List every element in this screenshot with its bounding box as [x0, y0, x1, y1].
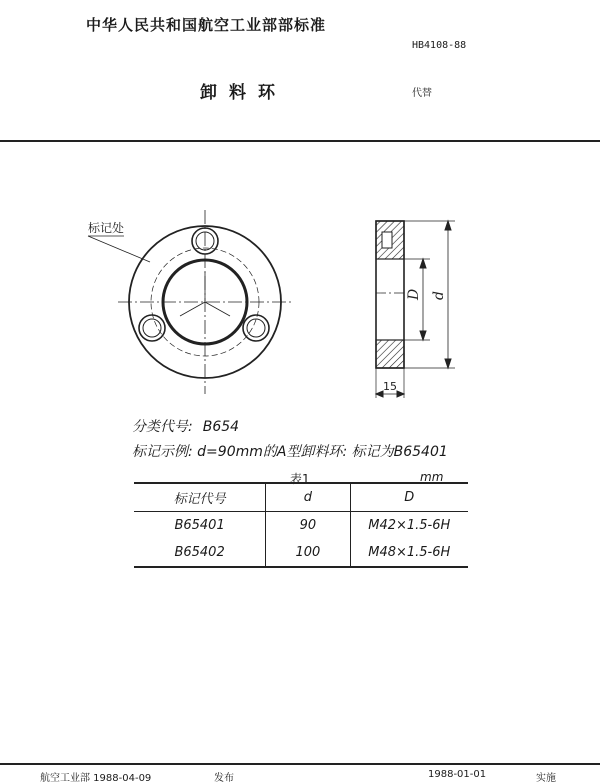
classification-line	[132, 416, 249, 436]
dim-label-D: D	[406, 288, 422, 300]
table-unit: mm	[420, 470, 444, 484]
cell-code: B65402	[174, 545, 225, 560]
classification-label: 分类代号:	[132, 419, 193, 435]
cell-d: 90	[266, 512, 350, 540]
dim-label-width: 15	[383, 380, 397, 393]
section-view	[376, 221, 455, 398]
footer-effective: 实施	[536, 773, 556, 784]
footer-rule	[0, 763, 600, 765]
replaces-label: 代替	[412, 88, 432, 99]
footer-issued: 发布	[214, 773, 234, 784]
col-header-d: d	[266, 483, 350, 512]
table-header-row	[134, 483, 468, 512]
footer-issuer-date: 航空工业部 1988-04-09	[40, 773, 152, 784]
standard-number: HB4108-88	[412, 40, 467, 51]
spec-table	[134, 482, 468, 568]
cell-D: M48×1.5-6H	[350, 539, 468, 567]
front-view	[88, 210, 292, 394]
organization-heading: 中华人民共和国航空工业部部标准	[86, 16, 327, 34]
classification-value: B654	[202, 419, 240, 435]
col-header-D: D	[350, 483, 468, 512]
document-title: 卸料环	[200, 83, 287, 103]
col-header-code: 标记代号	[173, 492, 226, 507]
callout-label: 标记处	[88, 221, 125, 235]
cell-code: B65401	[174, 518, 225, 533]
cell-D: M42×1.5-6H	[350, 512, 468, 540]
marking-example: 标记示例: d=90mm的A型卸料环: 标记为B65401	[132, 444, 448, 460]
table-caption: 表1	[290, 472, 310, 486]
table-row	[134, 512, 468, 540]
table-row	[134, 539, 468, 567]
dim-label-d: d	[431, 291, 447, 300]
footer-effective-date: 1988-01-01	[428, 769, 487, 780]
cell-d: 100	[266, 539, 350, 567]
